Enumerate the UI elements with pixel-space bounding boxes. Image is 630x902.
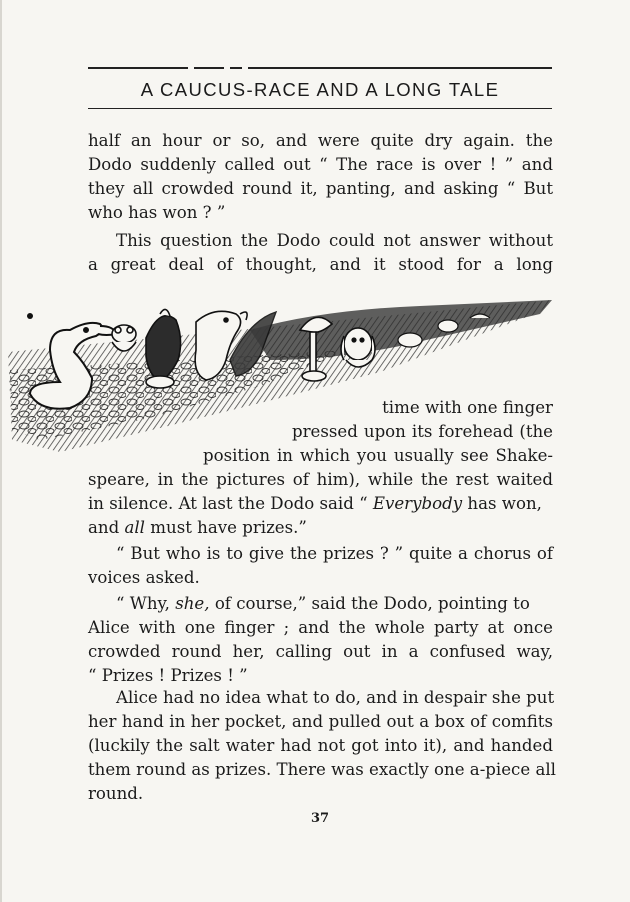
text-line: a great deal of thought, and it stood for a long — [88, 255, 553, 274]
page-number: 37 — [310, 811, 330, 826]
text-line: who has won ? ” — [88, 203, 226, 222]
text-line: they all crowded round it, panting, and asking “ But — [88, 179, 553, 198]
text-line: her hand in her pocket, and pulled out a box of comfits — [88, 712, 553, 731]
text-line: Alice with one finger ; and the whole party at once — [88, 618, 553, 637]
text-line-she: “ Why, she, of course,” said the Dodo, pointing to — [116, 594, 530, 613]
text-line: pressed upon its forehead (the — [292, 422, 553, 441]
text-line: “ Prizes ! Prizes ! ” — [88, 666, 248, 685]
text-line: position in which you usually see Shake- — [203, 446, 553, 465]
text-line: voices asked. — [88, 568, 200, 587]
text-line: crowded round her, calling out in a confused way, — [88, 642, 553, 661]
header-top-rule — [88, 67, 552, 69]
text-line: half an hour or so, and were quite dry again. the — [88, 131, 553, 150]
text-line-all: and all must have prizes.” — [88, 518, 307, 537]
text-line: Alice had no idea what to do, and in despair she put — [116, 688, 555, 707]
text-line-everybody: in silence. At last the Dodo said “ Everybody has won, — [88, 494, 542, 513]
running-header: A CAUCUS-RACE AND A LONG TALE — [140, 79, 500, 100]
text-line: (luckily the salt water had not got into it), and handed — [88, 736, 553, 755]
text-line: “ But who is to give the prizes ? ” quite a chorus of — [116, 544, 553, 563]
text-line: This question the Dodo could not answer without — [116, 231, 553, 250]
text-line: Dodo suddenly called out “ The race is over ! ” and — [88, 155, 553, 174]
header-bottom-rule — [88, 108, 552, 109]
text-line: time with one finger — [382, 398, 553, 417]
text-line: them round as prizes. There was exactly one a-piece all — [88, 760, 556, 779]
text-line: round. — [88, 784, 144, 803]
text-line: speare, in the pictures of him), while the rest waited — [88, 470, 553, 489]
